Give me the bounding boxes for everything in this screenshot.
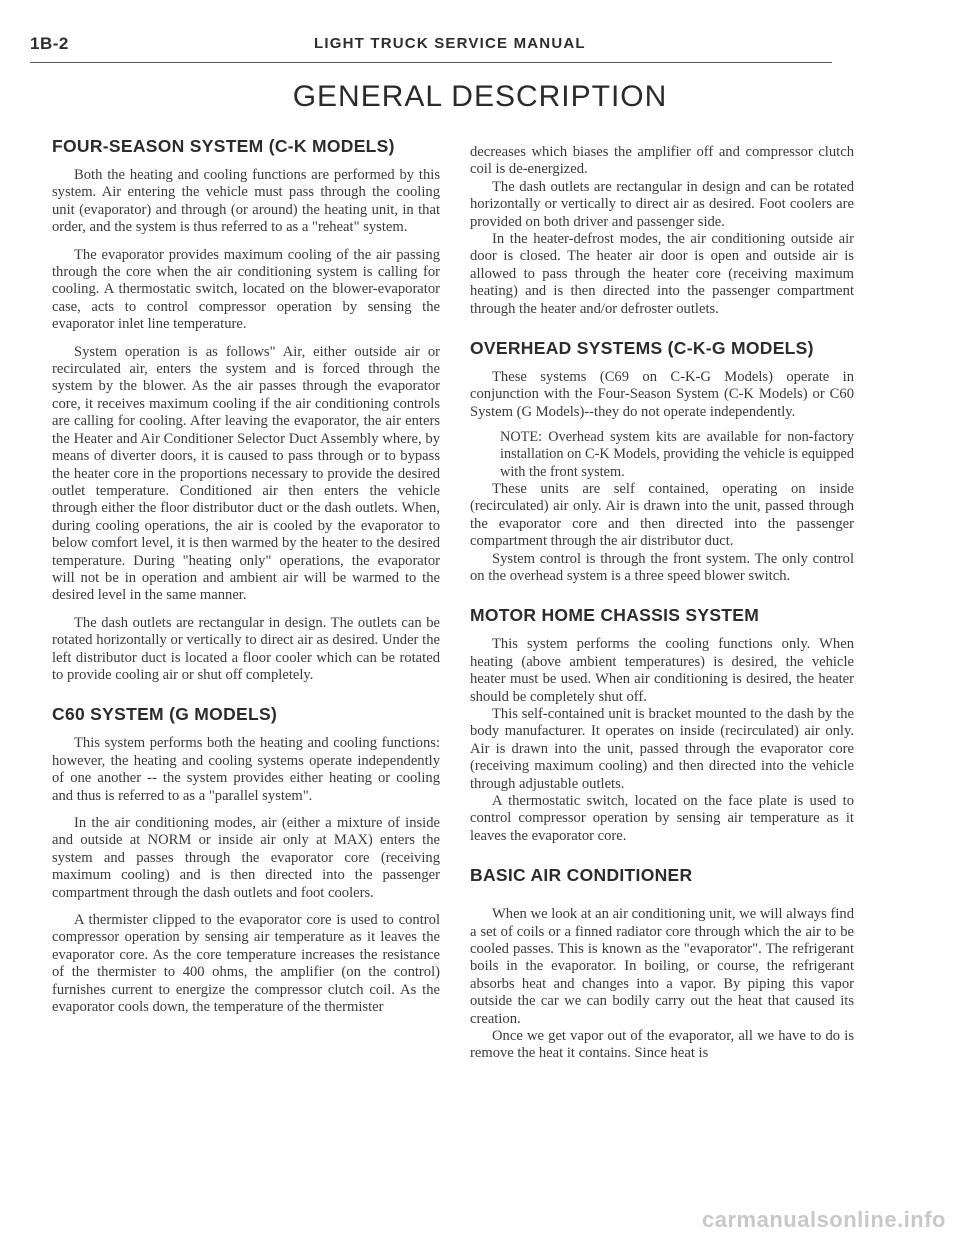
header-divider [30,62,832,63]
paragraph: Once we get vapor out of the evaporator, all we have to do is remove the heat it contains. Since heat is [470,1028,854,1062]
section-heading-motor-home: MOTOR HOME CHASSIS SYSTEM [470,605,760,626]
paragraph: These systems (C69 on C-K-G Models) operate in conjunction with the Four-Season System (C-K Models) or C60 System (G Models)--they do not operate independently. [470,369,854,420]
left-column [52,136,440,1016]
watermark: carmanualsonline.info [702,1207,946,1232]
page-header [30,34,830,56]
paragraph: Both the heating and cooling functions are performed by this system. Air entering the vehicle must pass through the cooling unit (evaporator) and through (or around) the heating unit, in that order, and the system is thus referred to as a "reheat" system. [52,167,440,236]
paragraph: In the heater-defrost modes, the air conditioning outside air door is closed. The heater air door is open and outside air is allowed to pass through the heater core (receiving maximum heating) and is then directed into the passenger compartment through the heater and/or defroster outlets. [470,231,854,317]
paragraph: decreases which biases the amplifier off and compressor clutch coil is de-energized. [470,144,854,178]
paragraph: This system performs both the heating and cooling functions: however, the heating and cooling systems operate independently of one another -- the system provides either heating or cooling and thus is referred to as a "parallel system". [52,735,440,804]
paragraph: When we look at an air conditioning unit, we will always find a set of coils or a finned radiator core through which the air to be cooled passes. This is known as the "evaporator". The refrigerant boils in the evaporator. In boiling, or course, the refrigerant absorbs heat and changes into a vapor. By piping this vapor outside the car we can bodily carry out the heat that caused its creation. [470,906,854,1027]
paragraph: System control is through the front system. The only control on the overhead system is a three speed blower switch. [470,550,854,584]
note: NOTE: Overhead system kits are available for non-factory installation on C-K Models, providing the vehicle is equipped with the front system. [500,429,854,480]
running-head: LIGHT TRUCK SERVICE MANUAL [314,35,586,52]
section-heading-c60: C60 SYSTEM (G MODELS) [52,704,278,725]
paragraph: A thermister clipped to the evaporator core is used to control compressor operation by sensing air temperature as it leaves the evaporator core. As the core temperature increases the resistance of the thermister to 400 ohms, the amplifier (on the control) furnishes current to energize the compressor clutch coil. As the evaporator cools down, the temperature of the thermister [52,912,440,1016]
paragraph: The dash outlets are rectangular in design. The outlets can be rotated horizontally or vertically to direct air as desired. Under the left distributor duct is located a floor cooler which can be rotated to provide cooling air or shut off completely. [52,614,440,683]
paragraph: In the air conditioning modes, air (either a mixture of inside and outside at NORM or inside air only at MAX) enters the system and passes through the evaporator core (receiving maximum cooling) and is then directed into the passenger compartment through the dash outlets and foot coolers. [52,815,440,901]
paragraph: The evaporator provides maximum cooling of the air passing through the core when the air conditioning system is calling for cooling. A thermostatic switch, located on the blower-evaporator case, acts to control compressor operation by sensing the evaporator inlet line temperature. [52,246,440,333]
section-heading-overhead: OVERHEAD SYSTEMS (C-K-G MODELS) [470,338,814,359]
paragraph: A thermostatic switch, located on the face plate is used to control compressor operation by sensing air temperature as it leaves the evaporator core. [470,792,854,844]
section-heading-basic-ac: BASIC AIR CONDITIONER [470,865,693,886]
paragraph: This system performs the cooling functions only. When heating (above ambient temperatures) is desired, the vehicle heater must be used. When air conditioning is desired, the heater should be completely shut off. [470,636,854,705]
paragraph: These units are self contained, operating on inside (recirculated) air only. Air is drawn into the unit, passed through the evaporator core and then directed into the passenger compartment through the air distributor duct. [470,480,854,550]
right-column [470,144,854,1063]
paragraph: This self-contained unit is bracket mounted to the dash by the body manufacturer. It operates on inside (recirculated) air only. Air is drawn into the unit, passed through the evaporator core (receiving maximum cooling) and then directed into the vehicle through adjustable outlets. [470,705,854,792]
page-title: GENERAL DESCRIPTION [292,80,668,113]
page-number: 1B-2 [30,34,69,53]
section-heading-four-season: FOUR-SEASON SYSTEM (C-K MODELS) [52,136,395,156]
paragraph: The dash outlets are rectangular in design and can be rotated horizontally or vertically to direct air as desired. Foot coolers are provided on both driver and passenger side. [470,178,854,230]
paragraph: System operation is as follows" Air, either outside air or recirculated air, enters the system and is forced through the system by the blower. As the air passes through the evaporator core, it receives maximum cooling if the air conditioning controls are calling for cooling. After leaving the evaporator, the air enters the Heater and Air Conditioner Selector Duct Assembly where, by means of diverter doors, it is caused to pass through or to bypass the heater core in the proportions necessary to provide the desired outlet temperature. Conditioned air then enters the vehicle through either the floor distributor duct or the dash outlets. When, during cooling operations, the air is cooled by the evaporator to below comfort level, it is then warmed by the heater to the desired temperature. During "heating only" operations, the evaporator will not be in operation and ambient air will be warmed to the desired level in the same manner. [52,343,440,604]
